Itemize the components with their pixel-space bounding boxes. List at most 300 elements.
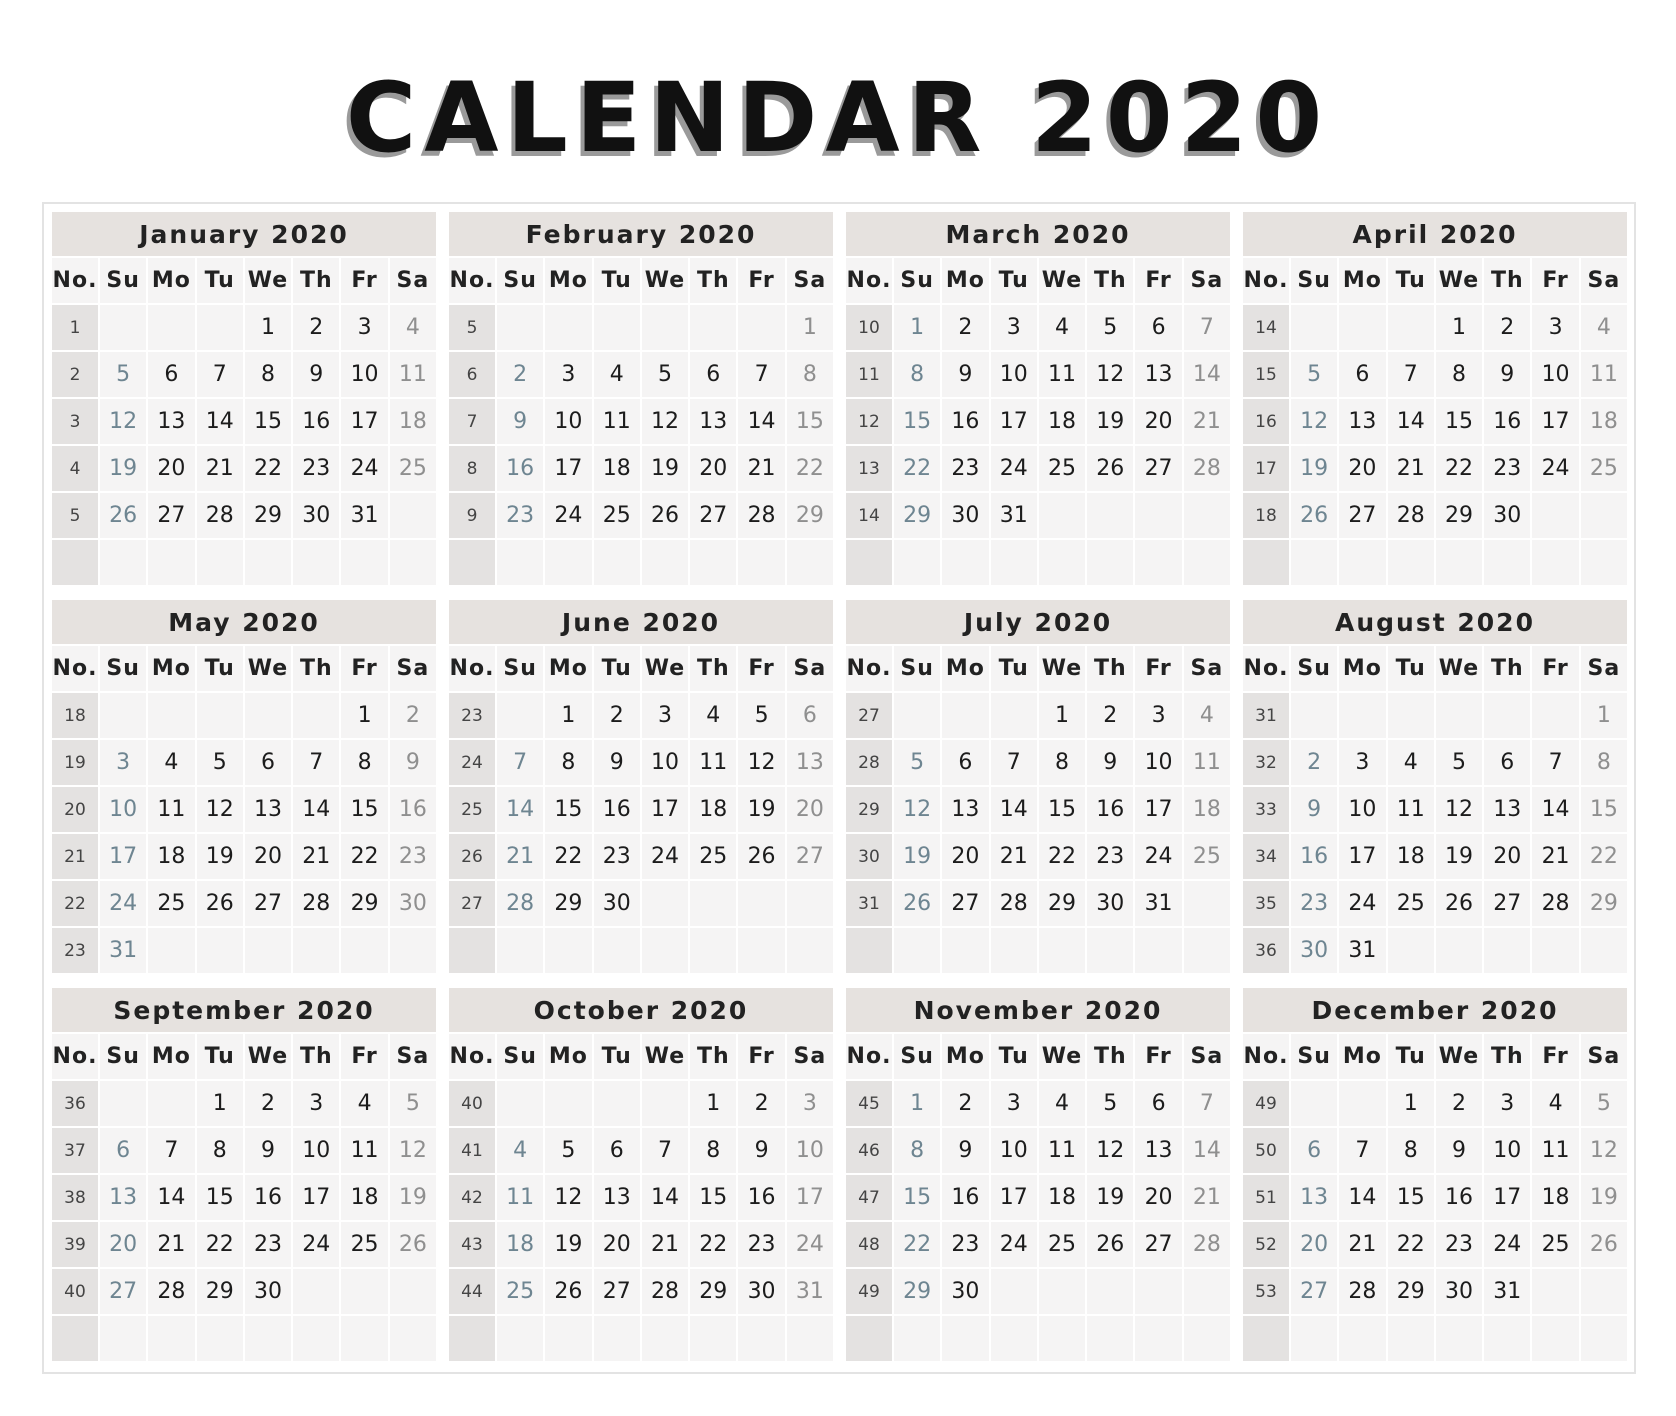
- day-cell[interactable]: 17: [545, 446, 591, 491]
- day-cell[interactable]: 2: [1087, 693, 1133, 738]
- day-cell[interactable]: 22: [1039, 834, 1085, 879]
- day-cell[interactable]: 21: [497, 834, 543, 879]
- day-cell[interactable]: 23: [594, 834, 640, 879]
- day-cell[interactable]: 20: [1339, 446, 1385, 491]
- day-cell[interactable]: 8: [894, 352, 940, 397]
- day-cell[interactable]: 30: [942, 493, 988, 538]
- day-cell[interactable]: 30: [1087, 881, 1133, 926]
- day-cell[interactable]: 24: [1532, 446, 1578, 491]
- day-cell[interactable]: 6: [1339, 352, 1385, 397]
- day-cell[interactable]: 25: [1581, 446, 1627, 491]
- day-cell[interactable]: 5: [1436, 740, 1482, 785]
- day-cell[interactable]: 27: [1135, 446, 1181, 491]
- day-cell[interactable]: 27: [1339, 493, 1385, 538]
- day-cell[interactable]: 24: [100, 881, 146, 926]
- day-cell[interactable]: 27: [594, 1269, 640, 1314]
- day-cell[interactable]: 18: [497, 1222, 543, 1267]
- day-cell[interactable]: 9: [942, 352, 988, 397]
- day-cell[interactable]: 7: [1532, 740, 1578, 785]
- day-cell[interactable]: 16: [1087, 787, 1133, 832]
- day-cell[interactable]: 30: [1484, 493, 1530, 538]
- day-cell[interactable]: 15: [1436, 399, 1482, 444]
- day-cell[interactable]: 29: [545, 881, 591, 926]
- day-cell[interactable]: 12: [100, 399, 146, 444]
- day-cell[interactable]: 28: [1532, 881, 1578, 926]
- day-cell[interactable]: 16: [738, 1175, 784, 1220]
- day-cell[interactable]: 21: [738, 446, 784, 491]
- day-cell[interactable]: 15: [1388, 1175, 1434, 1220]
- day-cell[interactable]: 11: [497, 1175, 543, 1220]
- day-cell[interactable]: 3: [293, 1081, 339, 1126]
- day-cell[interactable]: 8: [341, 740, 387, 785]
- day-cell[interactable]: 17: [1532, 399, 1578, 444]
- day-cell[interactable]: 21: [1532, 834, 1578, 879]
- day-cell[interactable]: 2: [245, 1081, 291, 1126]
- day-cell[interactable]: 22: [245, 446, 291, 491]
- day-cell[interactable]: 11: [1388, 787, 1434, 832]
- day-cell[interactable]: 21: [1184, 1175, 1230, 1220]
- day-cell[interactable]: 4: [690, 693, 736, 738]
- day-cell[interactable]: 10: [545, 399, 591, 444]
- day-cell[interactable]: 15: [245, 399, 291, 444]
- day-cell[interactable]: 6: [148, 352, 194, 397]
- day-cell[interactable]: 7: [991, 740, 1037, 785]
- day-cell[interactable]: 26: [390, 1222, 436, 1267]
- day-cell[interactable]: 3: [1339, 740, 1385, 785]
- day-cell[interactable]: 14: [1339, 1175, 1385, 1220]
- day-cell[interactable]: 21: [148, 1222, 194, 1267]
- day-cell[interactable]: 9: [245, 1128, 291, 1173]
- day-cell[interactable]: 24: [1135, 834, 1181, 879]
- day-cell[interactable]: 29: [197, 1269, 243, 1314]
- day-cell[interactable]: 25: [1388, 881, 1434, 926]
- day-cell[interactable]: 10: [1532, 352, 1578, 397]
- day-cell[interactable]: 24: [787, 1222, 833, 1267]
- day-cell[interactable]: 17: [341, 399, 387, 444]
- day-cell[interactable]: 3: [100, 740, 146, 785]
- day-cell[interactable]: 20: [100, 1222, 146, 1267]
- day-cell[interactable]: 15: [1581, 787, 1627, 832]
- day-cell[interactable]: 26: [1087, 446, 1133, 491]
- day-cell[interactable]: 30: [1291, 928, 1337, 973]
- day-cell[interactable]: 11: [390, 352, 436, 397]
- day-cell[interactable]: 20: [1135, 399, 1181, 444]
- day-cell[interactable]: 30: [293, 493, 339, 538]
- day-cell[interactable]: 24: [1339, 881, 1385, 926]
- day-cell[interactable]: 26: [1291, 493, 1337, 538]
- day-cell[interactable]: 1: [197, 1081, 243, 1126]
- day-cell[interactable]: 23: [942, 1222, 988, 1267]
- day-cell[interactable]: 29: [341, 881, 387, 926]
- day-cell[interactable]: 16: [942, 1175, 988, 1220]
- day-cell[interactable]: 20: [1135, 1175, 1181, 1220]
- day-cell[interactable]: 14: [991, 787, 1037, 832]
- day-cell[interactable]: 12: [1581, 1128, 1627, 1173]
- day-cell[interactable]: 13: [1484, 787, 1530, 832]
- day-cell[interactable]: 17: [991, 1175, 1037, 1220]
- day-cell[interactable]: 12: [894, 787, 940, 832]
- day-cell[interactable]: 21: [197, 446, 243, 491]
- day-cell[interactable]: 17: [642, 787, 688, 832]
- day-cell[interactable]: 4: [594, 352, 640, 397]
- day-cell[interactable]: 26: [545, 1269, 591, 1314]
- day-cell[interactable]: 12: [390, 1128, 436, 1173]
- day-cell[interactable]: 25: [1039, 1222, 1085, 1267]
- day-cell[interactable]: 2: [497, 352, 543, 397]
- day-cell[interactable]: 14: [1184, 1128, 1230, 1173]
- day-cell[interactable]: 8: [245, 352, 291, 397]
- day-cell[interactable]: 5: [545, 1128, 591, 1173]
- day-cell[interactable]: 9: [1087, 740, 1133, 785]
- day-cell[interactable]: 12: [1087, 352, 1133, 397]
- day-cell[interactable]: 5: [1087, 1081, 1133, 1126]
- day-cell[interactable]: 26: [894, 881, 940, 926]
- day-cell[interactable]: 13: [1135, 1128, 1181, 1173]
- day-cell[interactable]: 27: [148, 493, 194, 538]
- day-cell[interactable]: 12: [738, 740, 784, 785]
- day-cell[interactable]: 12: [197, 787, 243, 832]
- day-cell[interactable]: 26: [197, 881, 243, 926]
- day-cell[interactable]: 7: [293, 740, 339, 785]
- day-cell[interactable]: 20: [148, 446, 194, 491]
- day-cell[interactable]: 30: [245, 1269, 291, 1314]
- day-cell[interactable]: 9: [497, 399, 543, 444]
- day-cell[interactable]: 6: [1135, 1081, 1181, 1126]
- day-cell[interactable]: 2: [738, 1081, 784, 1126]
- day-cell[interactable]: 24: [1484, 1222, 1530, 1267]
- day-cell[interactable]: 21: [642, 1222, 688, 1267]
- day-cell[interactable]: 5: [1581, 1081, 1627, 1126]
- day-cell[interactable]: 7: [1184, 305, 1230, 350]
- day-cell[interactable]: 23: [497, 493, 543, 538]
- day-cell[interactable]: 8: [197, 1128, 243, 1173]
- day-cell[interactable]: 25: [1184, 834, 1230, 879]
- day-cell[interactable]: 22: [545, 834, 591, 879]
- day-cell[interactable]: 4: [148, 740, 194, 785]
- day-cell[interactable]: 14: [497, 787, 543, 832]
- day-cell[interactable]: 2: [1291, 740, 1337, 785]
- day-cell[interactable]: 11: [341, 1128, 387, 1173]
- day-cell[interactable]: 1: [894, 1081, 940, 1126]
- day-cell[interactable]: 17: [1339, 834, 1385, 879]
- day-cell[interactable]: 5: [197, 740, 243, 785]
- day-cell[interactable]: 1: [245, 305, 291, 350]
- day-cell[interactable]: 3: [991, 305, 1037, 350]
- day-cell[interactable]: 29: [1039, 881, 1085, 926]
- day-cell[interactable]: 26: [1581, 1222, 1627, 1267]
- day-cell[interactable]: 29: [1581, 881, 1627, 926]
- day-cell[interactable]: 25: [390, 446, 436, 491]
- day-cell[interactable]: 16: [1484, 399, 1530, 444]
- day-cell[interactable]: 23: [1291, 881, 1337, 926]
- day-cell[interactable]: 20: [1291, 1222, 1337, 1267]
- day-cell[interactable]: 31: [787, 1269, 833, 1314]
- day-cell[interactable]: 19: [1087, 399, 1133, 444]
- day-cell[interactable]: 20: [245, 834, 291, 879]
- day-cell[interactable]: 28: [1184, 1222, 1230, 1267]
- day-cell[interactable]: 6: [594, 1128, 640, 1173]
- day-cell[interactable]: 10: [642, 740, 688, 785]
- day-cell[interactable]: 30: [738, 1269, 784, 1314]
- day-cell[interactable]: 1: [1039, 693, 1085, 738]
- day-cell[interactable]: 22: [894, 446, 940, 491]
- day-cell[interactable]: 15: [341, 787, 387, 832]
- day-cell[interactable]: 28: [497, 881, 543, 926]
- day-cell[interactable]: 9: [1291, 787, 1337, 832]
- day-cell[interactable]: 5: [1291, 352, 1337, 397]
- day-cell[interactable]: 19: [738, 787, 784, 832]
- day-cell[interactable]: 3: [545, 352, 591, 397]
- day-cell[interactable]: 6: [690, 352, 736, 397]
- day-cell[interactable]: 22: [197, 1222, 243, 1267]
- day-cell[interactable]: 7: [1339, 1128, 1385, 1173]
- day-cell[interactable]: 8: [1388, 1128, 1434, 1173]
- day-cell[interactable]: 14: [293, 787, 339, 832]
- day-cell[interactable]: 13: [1135, 352, 1181, 397]
- day-cell[interactable]: 4: [341, 1081, 387, 1126]
- day-cell[interactable]: 27: [787, 834, 833, 879]
- day-cell[interactable]: 15: [894, 399, 940, 444]
- day-cell[interactable]: 22: [787, 446, 833, 491]
- day-cell[interactable]: 6: [245, 740, 291, 785]
- day-cell[interactable]: 23: [245, 1222, 291, 1267]
- day-cell[interactable]: 13: [690, 399, 736, 444]
- day-cell[interactable]: 12: [1436, 787, 1482, 832]
- day-cell[interactable]: 3: [341, 305, 387, 350]
- day-cell[interactable]: 3: [991, 1081, 1037, 1126]
- day-cell[interactable]: 23: [293, 446, 339, 491]
- day-cell[interactable]: 11: [594, 399, 640, 444]
- day-cell[interactable]: 17: [1135, 787, 1181, 832]
- day-cell[interactable]: 15: [787, 399, 833, 444]
- day-cell[interactable]: 19: [1581, 1175, 1627, 1220]
- day-cell[interactable]: 8: [1039, 740, 1085, 785]
- day-cell[interactable]: 5: [100, 352, 146, 397]
- day-cell[interactable]: 28: [738, 493, 784, 538]
- day-cell[interactable]: 21: [1388, 446, 1434, 491]
- day-cell[interactable]: 10: [991, 352, 1037, 397]
- day-cell[interactable]: 16: [942, 399, 988, 444]
- day-cell[interactable]: 4: [390, 305, 436, 350]
- day-cell[interactable]: 15: [545, 787, 591, 832]
- day-cell[interactable]: 14: [1184, 352, 1230, 397]
- day-cell[interactable]: 11: [1039, 352, 1085, 397]
- day-cell[interactable]: 9: [942, 1128, 988, 1173]
- day-cell[interactable]: 31: [1339, 928, 1385, 973]
- day-cell[interactable]: 13: [1291, 1175, 1337, 1220]
- day-cell[interactable]: 29: [787, 493, 833, 538]
- day-cell[interactable]: 18: [1184, 787, 1230, 832]
- day-cell[interactable]: 28: [642, 1269, 688, 1314]
- day-cell[interactable]: 14: [738, 399, 784, 444]
- day-cell[interactable]: 26: [738, 834, 784, 879]
- day-cell[interactable]: 19: [545, 1222, 591, 1267]
- day-cell[interactable]: 24: [991, 446, 1037, 491]
- day-cell[interactable]: 15: [197, 1175, 243, 1220]
- day-cell[interactable]: 29: [690, 1269, 736, 1314]
- day-cell[interactable]: 21: [1339, 1222, 1385, 1267]
- day-cell[interactable]: 22: [1436, 446, 1482, 491]
- day-cell[interactable]: 10: [1484, 1128, 1530, 1173]
- day-cell[interactable]: 10: [293, 1128, 339, 1173]
- day-cell[interactable]: 20: [942, 834, 988, 879]
- day-cell[interactable]: 31: [341, 493, 387, 538]
- day-cell[interactable]: 16: [497, 446, 543, 491]
- day-cell[interactable]: 4: [1039, 305, 1085, 350]
- day-cell[interactable]: 25: [690, 834, 736, 879]
- day-cell[interactable]: 8: [690, 1128, 736, 1173]
- day-cell[interactable]: 25: [497, 1269, 543, 1314]
- day-cell[interactable]: 10: [991, 1128, 1037, 1173]
- day-cell[interactable]: 25: [341, 1222, 387, 1267]
- day-cell[interactable]: 26: [1436, 881, 1482, 926]
- day-cell[interactable]: 15: [690, 1175, 736, 1220]
- day-cell[interactable]: 24: [341, 446, 387, 491]
- day-cell[interactable]: 27: [100, 1269, 146, 1314]
- day-cell[interactable]: 19: [1291, 446, 1337, 491]
- day-cell[interactable]: 5: [390, 1081, 436, 1126]
- day-cell[interactable]: 13: [148, 399, 194, 444]
- day-cell[interactable]: 22: [690, 1222, 736, 1267]
- day-cell[interactable]: 3: [1532, 305, 1578, 350]
- day-cell[interactable]: 19: [1087, 1175, 1133, 1220]
- day-cell[interactable]: 5: [642, 352, 688, 397]
- day-cell[interactable]: 28: [293, 881, 339, 926]
- day-cell[interactable]: 6: [787, 693, 833, 738]
- day-cell[interactable]: 13: [100, 1175, 146, 1220]
- day-cell[interactable]: 6: [942, 740, 988, 785]
- day-cell[interactable]: 4: [1388, 740, 1434, 785]
- day-cell[interactable]: 19: [894, 834, 940, 879]
- day-cell[interactable]: 7: [642, 1128, 688, 1173]
- day-cell[interactable]: 20: [787, 787, 833, 832]
- day-cell[interactable]: 1: [545, 693, 591, 738]
- day-cell[interactable]: 4: [1039, 1081, 1085, 1126]
- day-cell[interactable]: 11: [1581, 352, 1627, 397]
- day-cell[interactable]: 2: [594, 693, 640, 738]
- day-cell[interactable]: 12: [642, 399, 688, 444]
- day-cell[interactable]: 4: [1532, 1081, 1578, 1126]
- day-cell[interactable]: 18: [341, 1175, 387, 1220]
- day-cell[interactable]: 12: [1291, 399, 1337, 444]
- day-cell[interactable]: 16: [293, 399, 339, 444]
- day-cell[interactable]: 15: [1039, 787, 1085, 832]
- day-cell[interactable]: 25: [148, 881, 194, 926]
- day-cell[interactable]: 7: [738, 352, 784, 397]
- day-cell[interactable]: 2: [1436, 1081, 1482, 1126]
- day-cell[interactable]: 24: [293, 1222, 339, 1267]
- day-cell[interactable]: 18: [1581, 399, 1627, 444]
- day-cell[interactable]: 16: [390, 787, 436, 832]
- day-cell[interactable]: 14: [1532, 787, 1578, 832]
- day-cell[interactable]: 31: [991, 493, 1037, 538]
- day-cell[interactable]: 29: [245, 493, 291, 538]
- day-cell[interactable]: 29: [1436, 493, 1482, 538]
- day-cell[interactable]: 27: [942, 881, 988, 926]
- day-cell[interactable]: 13: [787, 740, 833, 785]
- day-cell[interactable]: 24: [545, 493, 591, 538]
- day-cell[interactable]: 17: [100, 834, 146, 879]
- day-cell[interactable]: 20: [1484, 834, 1530, 879]
- day-cell[interactable]: 13: [245, 787, 291, 832]
- day-cell[interactable]: 19: [390, 1175, 436, 1220]
- day-cell[interactable]: 17: [1484, 1175, 1530, 1220]
- day-cell[interactable]: 15: [894, 1175, 940, 1220]
- day-cell[interactable]: 11: [1184, 740, 1230, 785]
- day-cell[interactable]: 25: [1532, 1222, 1578, 1267]
- day-cell[interactable]: 26: [642, 493, 688, 538]
- day-cell[interactable]: 5: [894, 740, 940, 785]
- day-cell[interactable]: 28: [148, 1269, 194, 1314]
- day-cell[interactable]: 4: [497, 1128, 543, 1173]
- day-cell[interactable]: 20: [594, 1222, 640, 1267]
- day-cell[interactable]: 22: [1581, 834, 1627, 879]
- day-cell[interactable]: 6: [1135, 305, 1181, 350]
- day-cell[interactable]: 23: [1087, 834, 1133, 879]
- day-cell[interactable]: 28: [1388, 493, 1434, 538]
- day-cell[interactable]: 8: [894, 1128, 940, 1173]
- day-cell[interactable]: 1: [1581, 693, 1627, 738]
- day-cell[interactable]: 18: [390, 399, 436, 444]
- day-cell[interactable]: 29: [1388, 1269, 1434, 1314]
- day-cell[interactable]: 13: [942, 787, 988, 832]
- day-cell[interactable]: 16: [594, 787, 640, 832]
- day-cell[interactable]: 1: [787, 305, 833, 350]
- day-cell[interactable]: 9: [1484, 352, 1530, 397]
- day-cell[interactable]: 19: [1436, 834, 1482, 879]
- day-cell[interactable]: 31: [1484, 1269, 1530, 1314]
- day-cell[interactable]: 7: [148, 1128, 194, 1173]
- day-cell[interactable]: 11: [148, 787, 194, 832]
- day-cell[interactable]: 17: [991, 399, 1037, 444]
- day-cell[interactable]: 18: [1039, 399, 1085, 444]
- day-cell[interactable]: 24: [642, 834, 688, 879]
- day-cell[interactable]: 6: [1484, 740, 1530, 785]
- day-cell[interactable]: 14: [197, 399, 243, 444]
- day-cell[interactable]: 8: [787, 352, 833, 397]
- day-cell[interactable]: 6: [100, 1128, 146, 1173]
- day-cell[interactable]: 5: [738, 693, 784, 738]
- day-cell[interactable]: 13: [594, 1175, 640, 1220]
- day-cell[interactable]: 10: [341, 352, 387, 397]
- day-cell[interactable]: 31: [100, 928, 146, 973]
- day-cell[interactable]: 2: [942, 1081, 988, 1126]
- day-cell[interactable]: 22: [894, 1222, 940, 1267]
- day-cell[interactable]: 5: [1087, 305, 1133, 350]
- day-cell[interactable]: 27: [1135, 1222, 1181, 1267]
- day-cell[interactable]: 30: [390, 881, 436, 926]
- day-cell[interactable]: 8: [545, 740, 591, 785]
- day-cell[interactable]: 3: [1135, 693, 1181, 738]
- day-cell[interactable]: 17: [787, 1175, 833, 1220]
- day-cell[interactable]: 29: [894, 1269, 940, 1314]
- day-cell[interactable]: 14: [642, 1175, 688, 1220]
- day-cell[interactable]: 7: [497, 740, 543, 785]
- day-cell[interactable]: 22: [341, 834, 387, 879]
- day-cell[interactable]: 6: [1291, 1128, 1337, 1173]
- day-cell[interactable]: 11: [1532, 1128, 1578, 1173]
- day-cell[interactable]: 25: [1039, 446, 1085, 491]
- day-cell[interactable]: 3: [642, 693, 688, 738]
- day-cell[interactable]: 18: [1388, 834, 1434, 879]
- day-cell[interactable]: 1: [894, 305, 940, 350]
- day-cell[interactable]: 4: [1581, 305, 1627, 350]
- day-cell[interactable]: 9: [594, 740, 640, 785]
- day-cell[interactable]: 23: [1484, 446, 1530, 491]
- day-cell[interactable]: 27: [245, 881, 291, 926]
- day-cell[interactable]: 2: [390, 693, 436, 738]
- day-cell[interactable]: 10: [787, 1128, 833, 1173]
